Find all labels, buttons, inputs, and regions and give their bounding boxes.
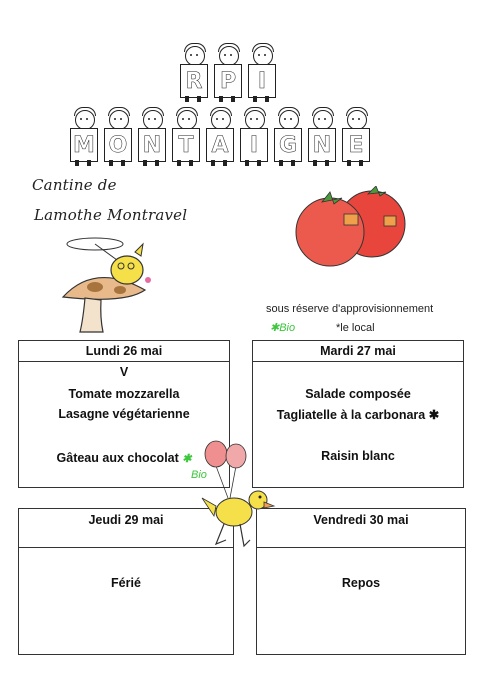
dish-rest: Repos xyxy=(341,576,381,590)
kid-letter: E xyxy=(342,110,370,168)
dish-starter: Tomate mozzarella xyxy=(68,387,180,401)
menu-mardi xyxy=(252,340,464,488)
mushroom-mouse-icon xyxy=(55,232,165,337)
kid-letter: G xyxy=(274,110,302,168)
kid-letter: P xyxy=(214,46,242,104)
day-title-lundi: Lundi 26 mai xyxy=(19,341,229,362)
title-rpi xyxy=(180,46,282,104)
kid-letter: N xyxy=(138,110,166,168)
menu-vendredi-header xyxy=(256,508,466,548)
title-montaigne xyxy=(70,110,376,168)
kid-letter: N xyxy=(308,110,336,168)
day-title-vendredi: Vendredi 30 mai xyxy=(313,513,409,527)
kid-letter: A xyxy=(206,110,234,168)
kid-letter: O xyxy=(104,110,132,168)
day-title-jeudi: Jeudi 29 mai xyxy=(88,513,164,527)
menu-vendredi-body xyxy=(256,546,466,655)
kid-letter: T xyxy=(172,110,200,168)
duck-balloons-icon xyxy=(196,440,276,560)
dish-main: Tagliatelle à la carbonara ✱ xyxy=(276,408,440,422)
bio-tag: Bio xyxy=(191,469,207,481)
supply-note: sous réserve d'approvisionnement xyxy=(266,303,434,315)
kid-letter: R xyxy=(180,46,208,104)
dish-main: Lasagne végétarienne xyxy=(58,407,190,421)
kid-letter: I xyxy=(248,46,276,104)
bio-star-icon: ✱ xyxy=(182,453,192,465)
dish-holiday: Férié xyxy=(111,576,141,590)
dish-dessert: Raisin blanc xyxy=(321,449,395,463)
vegetarian-marker: V xyxy=(119,365,129,379)
day-title-mardi: Mardi 27 mai xyxy=(253,341,463,362)
kid-letter: I xyxy=(240,110,268,168)
local-legend: *le local xyxy=(336,322,375,334)
dish-dessert: Gâteau aux chocolat ✱ xyxy=(56,451,192,465)
cantine-line2: Lamothe Montravel xyxy=(34,206,188,224)
bio-legend: ✱Bio xyxy=(270,322,296,334)
menu-jeudi-body xyxy=(18,546,234,655)
dish-starter: Salade composée xyxy=(305,387,411,401)
kid-letter: M xyxy=(70,110,98,168)
cantine-line1: Cantine de xyxy=(32,176,117,194)
tomatoes-icon xyxy=(288,186,413,268)
local-star-icon: ✱ xyxy=(428,408,440,422)
